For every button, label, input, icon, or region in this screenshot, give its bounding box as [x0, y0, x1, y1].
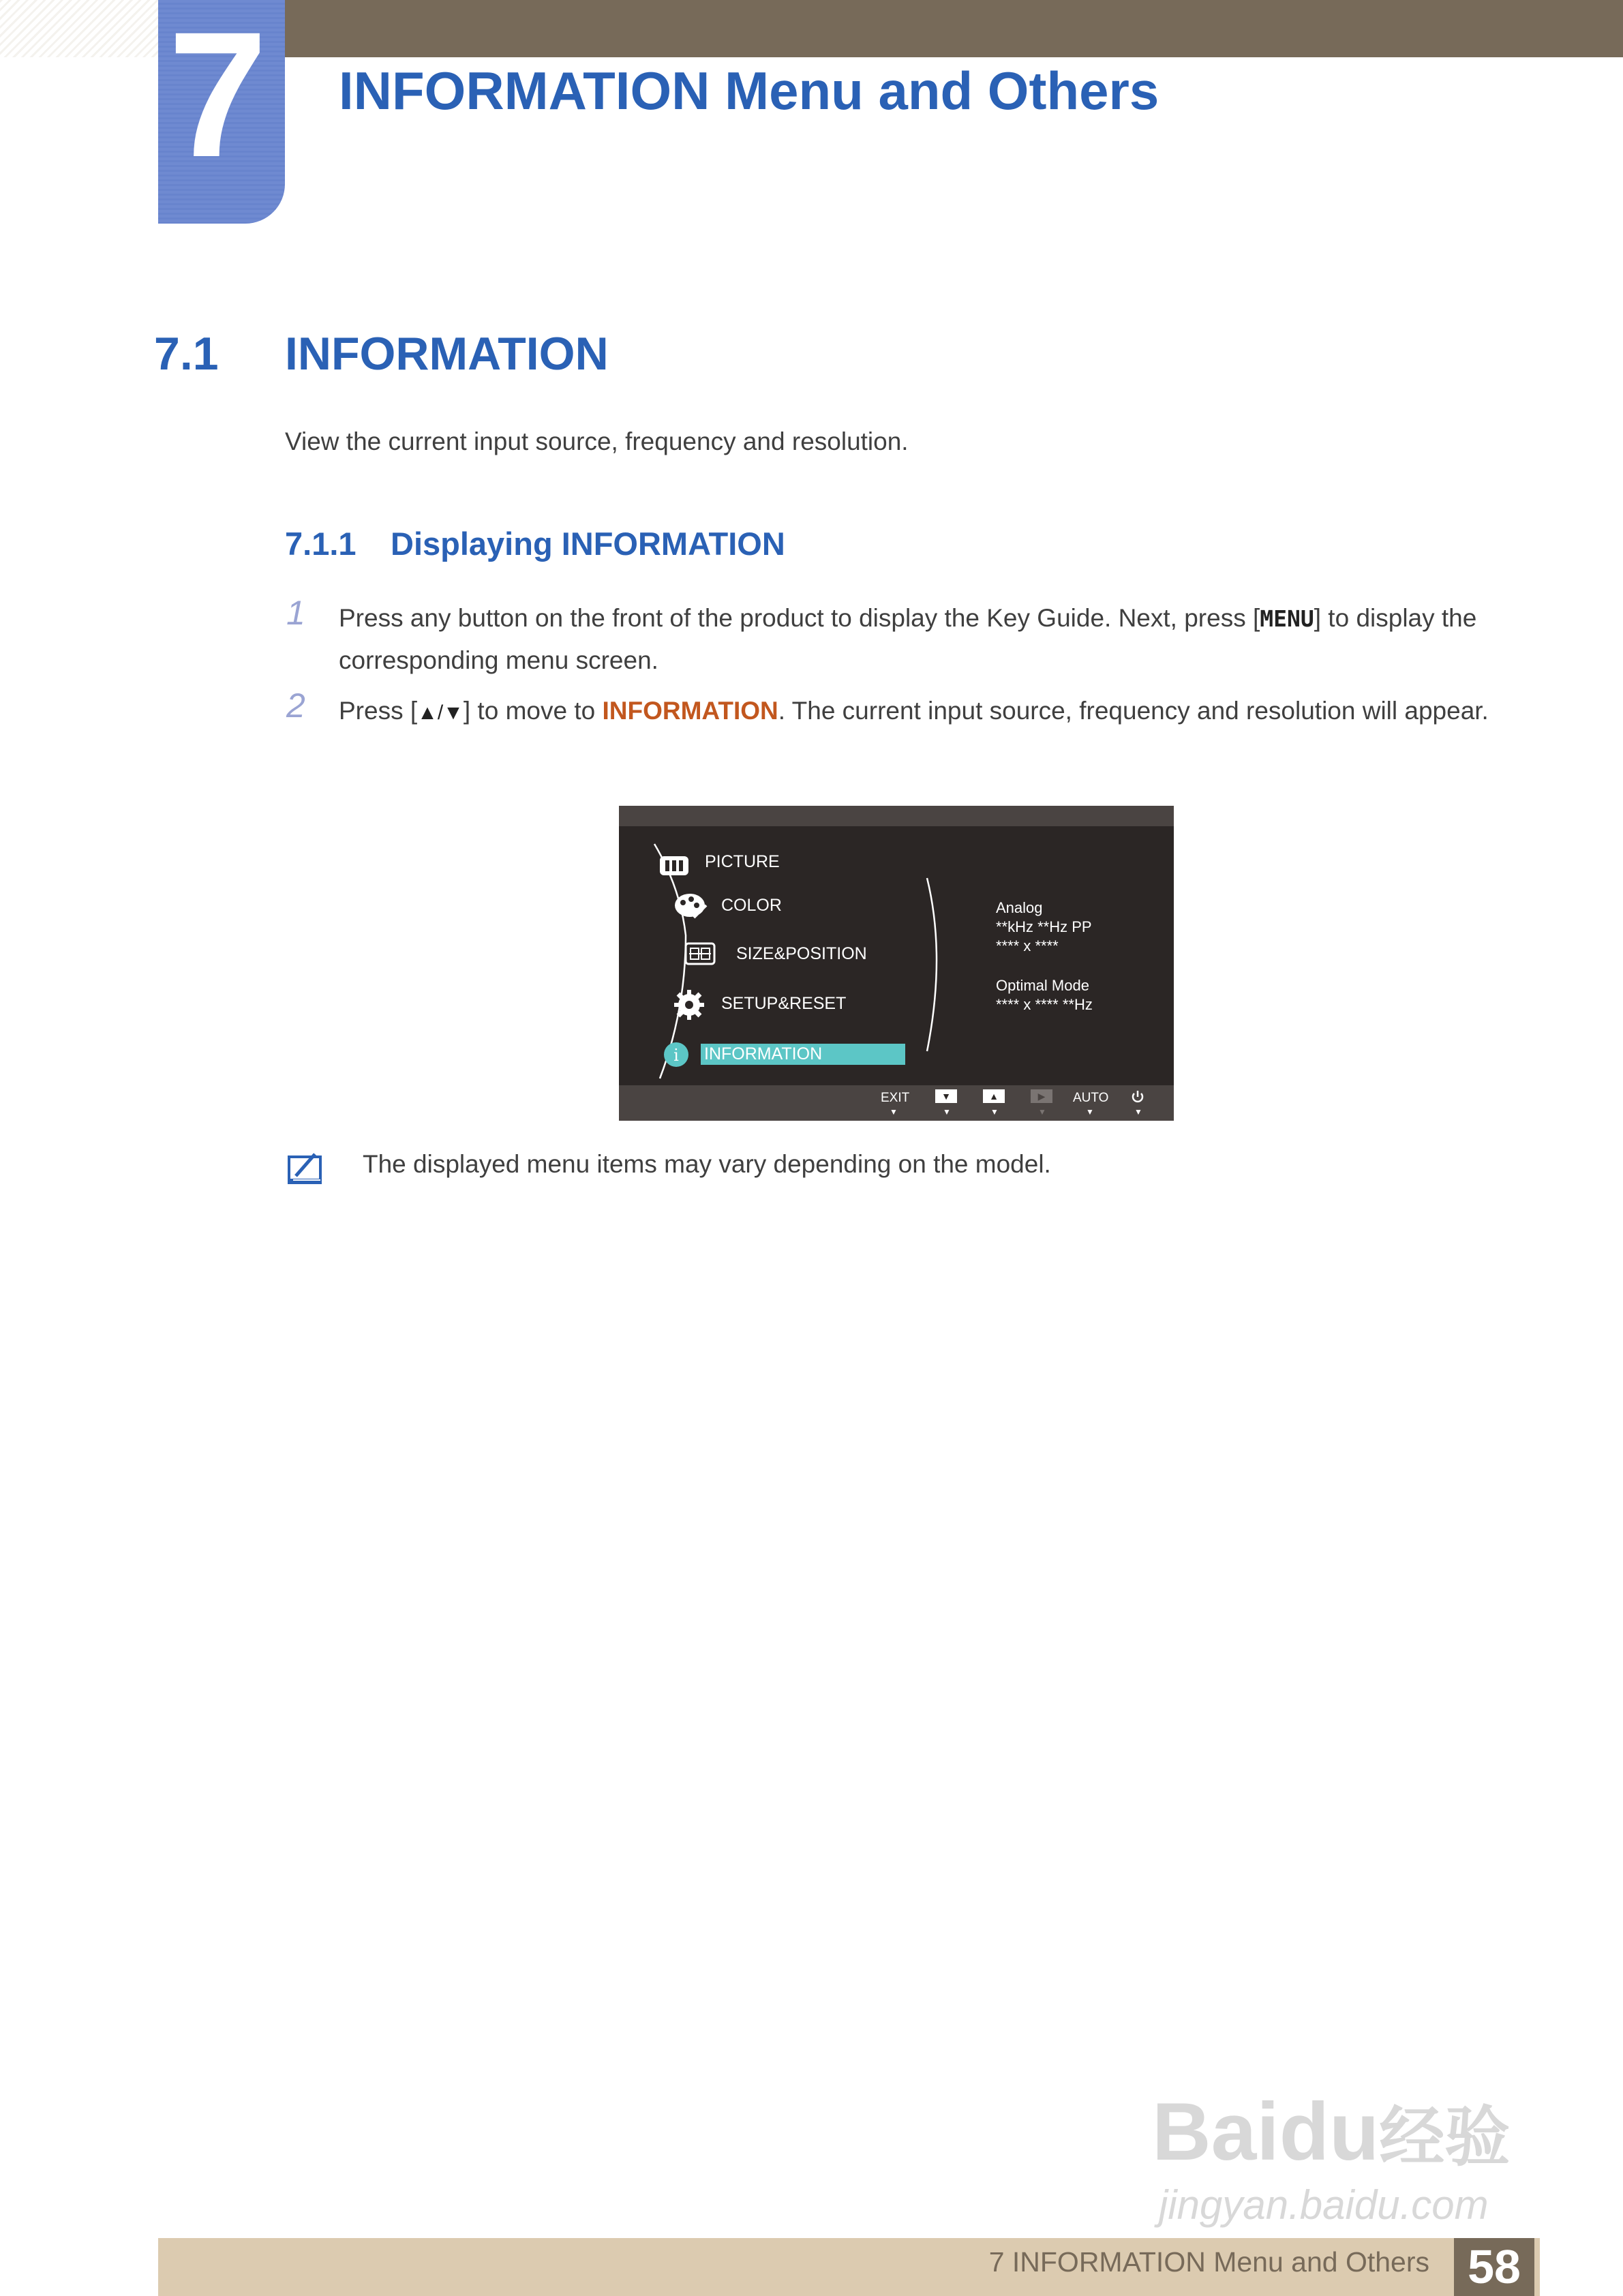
- step-2-post: . The current input source, frequency and resolution will appear.: [778, 697, 1489, 725]
- chapter-tab: [158, 0, 285, 224]
- step-2-text: [339, 690, 1518, 734]
- note-icon: [286, 1150, 327, 1191]
- step-2-number: 2: [286, 686, 305, 725]
- gear-icon: [673, 989, 705, 1021]
- exit-button[interactable]: EXIT: [881, 1091, 910, 1105]
- subsection-title: Displaying INFORMATION: [391, 526, 785, 562]
- key-tick: ▼: [1086, 1107, 1094, 1117]
- watermark-logo: Baidu经验: [1152, 2086, 1511, 2177]
- auto-button[interactable]: AUTO: [1073, 1091, 1109, 1105]
- note-text: The displayed menu items may vary depending on the model.: [363, 1150, 1051, 1178]
- header-bar: [285, 0, 1623, 57]
- step-2-pre: Press [: [339, 697, 418, 725]
- step-1-pre: Press any button on the front of the product to display the Key Guide. Next, press [: [339, 604, 1260, 632]
- header-hatch: [0, 0, 158, 57]
- information-highlight: INFORMATION: [602, 697, 778, 725]
- key-tick: ▼: [1038, 1107, 1046, 1117]
- chapter-title: INFORMATION Menu and Others: [339, 61, 1159, 121]
- section-title: INFORMATION: [285, 328, 609, 380]
- info-line: **** x **** **Hz: [996, 996, 1093, 1013]
- key-tick: ▼: [890, 1107, 898, 1117]
- menu-item-information[interactable]: INFORMATION: [704, 1044, 823, 1063]
- step-1-post: ] to display the corresponding menu screen.: [339, 604, 1477, 674]
- subsection-number: 7.1.1: [285, 526, 357, 562]
- picture-icon: [658, 854, 691, 878]
- osd-screenshot: [619, 806, 1174, 1121]
- info-line: Analog: [996, 899, 1043, 916]
- info-line: **kHz **Hz PP: [996, 918, 1092, 935]
- key-tick: ▼: [990, 1107, 999, 1117]
- menu-item-setup-reset[interactable]: SETUP&RESET: [721, 994, 847, 1013]
- section-number: 7.1: [154, 328, 219, 380]
- svg-text:i: i: [673, 1046, 679, 1065]
- power-icon[interactable]: [1130, 1089, 1145, 1104]
- up-button[interactable]: ▲: [983, 1089, 1005, 1103]
- enter-button[interactable]: ▶: [1031, 1089, 1052, 1103]
- info-block-optimal: [996, 976, 1093, 1014]
- information-icon: [663, 1041, 690, 1068]
- section-intro: View the current input source, frequency and resolution.: [285, 427, 909, 455]
- menu-key: MENU: [1260, 605, 1314, 632]
- up-down-arrow-keys: ▲/▼: [417, 701, 464, 724]
- key-tick: ▼: [943, 1107, 951, 1117]
- step-1-text: [339, 597, 1518, 681]
- info-line: Optimal Mode: [996, 977, 1089, 994]
- key-tick: ▼: [1134, 1107, 1142, 1117]
- step-1-number: 1: [286, 594, 305, 632]
- step-2-mid: ] to move to: [463, 697, 603, 725]
- palette-icon: [673, 892, 709, 920]
- menu-item-picture[interactable]: PICTURE: [705, 852, 780, 871]
- chapter-number: 7: [168, 0, 268, 194]
- menu-item-size-position[interactable]: SIZE&POSITION: [736, 944, 867, 963]
- page-number: 58: [1454, 2238, 1534, 2296]
- down-button[interactable]: ▼: [935, 1089, 957, 1103]
- menu-item-color[interactable]: COLOR: [721, 896, 782, 915]
- info-line: **** x ****: [996, 937, 1059, 954]
- info-block-signal: [996, 898, 1092, 956]
- size-position-icon: [684, 941, 716, 966]
- watermark-url: jingyan.baidu.com: [1159, 2182, 1489, 2228]
- footer-chapter-title: 7 INFORMATION Menu and Others: [988, 2246, 1429, 2278]
